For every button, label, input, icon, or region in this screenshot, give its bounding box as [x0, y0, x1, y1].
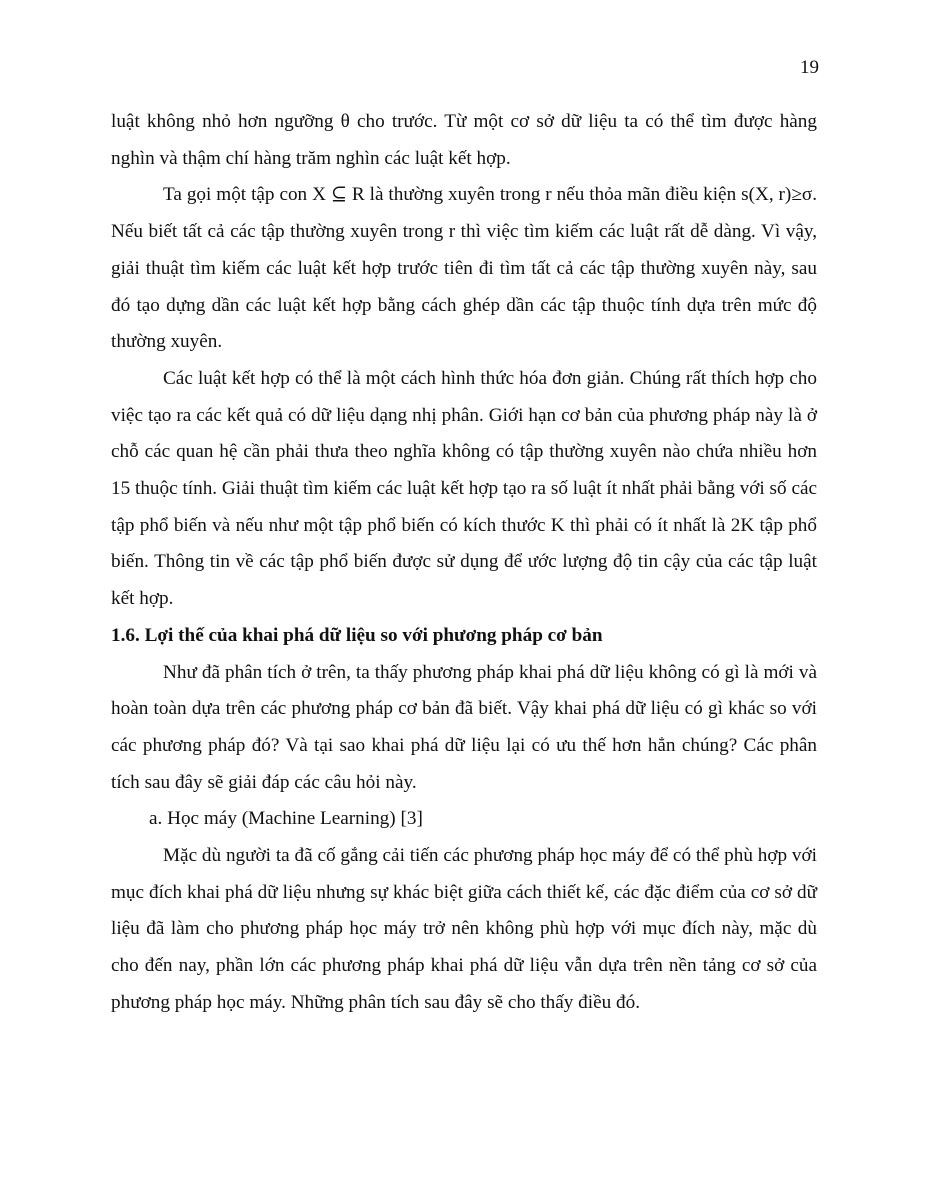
page-number: 19 — [800, 57, 819, 78]
paragraph-machine-learning: Mặc dù người ta đã cố gắng cải tiến các phương pháp học máy để có thể phù hợp với mục đích khai phá dữ liệu nhưng sự khác biệt giữa cách thiết kế, các đặc điểm của cơ sở dữ liệu đã làm cho phương pháp học máy trở nên không phù hợp với mục đích này, mặc dù cho đến nay, phần lớn các phương pháp khai phá dữ liệu vẫn dựa trên nền tảng cơ sở của phương pháp học máy. Những phân tích sau đây sẽ cho thấy điều đó. — [111, 845, 817, 1013]
paragraph-advantages: Như đã phân tích ở trên, ta thấy phương pháp khai phá dữ liệu không có gì là mới và hoàn toàn dựa trên các phương pháp cơ bản đã biết. Vậy khai phá dữ liệu có gì khác so với các phương pháp đó? Và tại sao khai phá dữ liệu lại có ưu thế hơn hẳn chúng? Các phân tích sau đây sẽ giải đáp các câu hỏi này. — [111, 661, 817, 793]
subsection-heading: a. Học máy (Machine Learning) [3] — [149, 808, 423, 830]
paragraph-frequent-sets: Ta gọi một tập con X ⊆ R là thường xuyên trong r nếu thỏa mãn điều kiện s(X, r)≥σ. Nếu biết tất cả các tập thường xuyên trong r thì việc tìm kiếm các luật rất dễ dàng. Vì vậy, giải thuật tìm kiếm các luật kết hợp trước tiên đi tìm tất cả các tập thường xuyên này, sau đó tạo dựng dần các luật kết hợp bằng cách ghép dần các tập thuộc tính dựa trên mức độ thường xuyên. — [111, 184, 817, 353]
section-heading: 1.6. Lợi thế của khai phá dữ liệu so với phương pháp cơ bản — [111, 624, 603, 646]
paragraph-association-rules: Các luật kết hợp có thể là một cách hình thức hóa đơn giản. Chúng rất thích hợp cho việc tạo ra các kết quả có dữ liệu dạng nhị phân. Giới hạn cơ bản của phương pháp này là ở chỗ các quan hệ cần phải thưa theo nghĩa không có tập thường xuyên nào chứa nhiều hơn 15 thuộc tính. Giải thuật tìm kiếm các luật kết hợp tạo ra số luật ít nhất phải bằng với số các tập phổ biến và nếu như một tập phổ biến có kích thước K thì phải có ít nhất là 2K tập phổ biến. Thông tin về các tập phổ biến được sử dụng để ước lượng độ tin cậy của các tập luật kết hợp. — [111, 367, 817, 610]
page-body — [111, 104, 817, 1022]
paragraph-rules-count: luật không nhỏ hơn ngưỡng θ cho trước. Từ một cơ sở dữ liệu ta có thể tìm được hàng nghìn và thậm chí hàng trăm nghìn các luật kết hợp. — [111, 111, 817, 169]
